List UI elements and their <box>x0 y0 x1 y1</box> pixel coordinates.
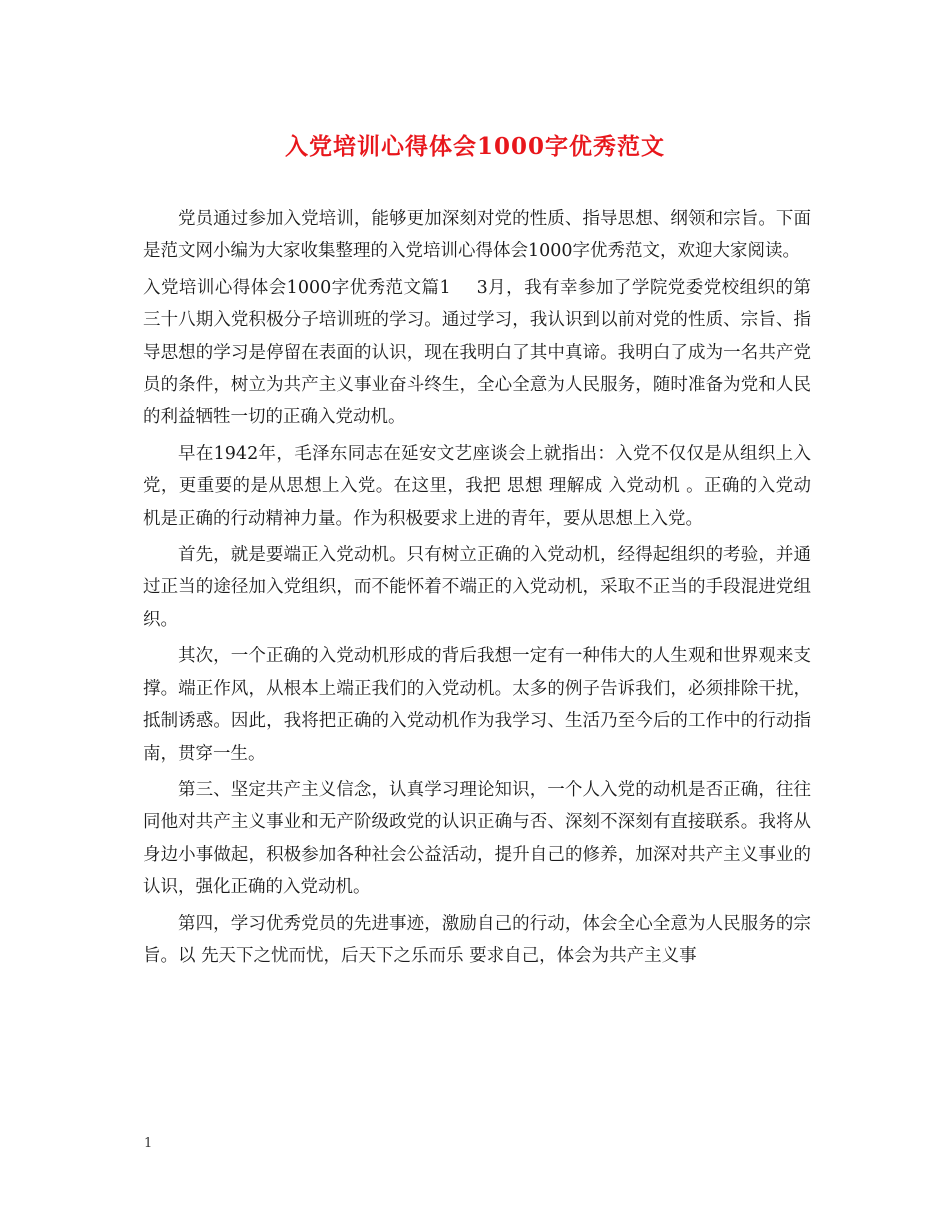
body-paragraph: 第三、坚定共产主义信念，认真学习理论知识，一个人入党的动机是否正确，往往同他对共产主义事业和无产阶级政党的认识正确与否、深刻不深刻有直接联系。我将从身边小事做起，积极参加各种社会公益活动，提升自己的修养，加深对共产主义事业的认识，强化正确的入党动机。 <box>143 779 811 898</box>
page-number: 1 <box>144 1136 153 1151</box>
body-paragraph: 早在1942年，毛泽东同志在延安文艺座谈会上就指出：入党不仅仅是从组织上入党，更重要的是从思想上入党。在这里，我把 思想 理解成 入党动机 。正确的入党动机是正确的行动精神力量。作为积极要求上进的青年，要从思想上入党。 <box>143 443 811 529</box>
section-first-paragraph: 3月，我有幸参加了学院党委党校组织的第三十八期入党积极分子培训班的学习。通过学习，我认识到以前对党的性质、宗旨、指导思想的学习是停留在表面的认识，现在我明白了其中真谛。我明白了成为一名共产党员的条件，树立为共产主义事业奋斗终生，全心全意为人民服务，随时准备为党和人民的利益牺牲一切的正确入党动机。 <box>143 277 811 428</box>
section-heading: 入党培训心得体会1000字优秀范文篇1 <box>143 277 451 298</box>
body-paragraph: 首先，就是要端正入党动机。只有树立正确的入党动机，经得起组织的考验，并通过正当的途径加入党组织，而不能怀着不端正的入党动机，采取不正当的手段混进党组织。 <box>143 545 811 630</box>
body-paragraph: 第四，学习优秀党员的先进事迹，激励自己的行动，体会全心全意为人民服务的宗旨。以 先天下之忧而忧，后天下之乐而乐 要求自己，体会为共产主义事 <box>143 913 811 966</box>
document-body <box>143 203 811 976</box>
body-paragraph: 其次，一个正确的入党动机形成的背后我想一定有一种伟大的人生观和世界观来支撑。端正作风，从根本上端正我们的入党动机。太多的例子告诉我们，必须排除干扰，抵制诱惑。因此，我将把正确的入党动机作为我学习、生活乃至今后的工作中的行动指南，贯穿一生。 <box>143 646 811 764</box>
intro-paragraph: 党员通过参加入党培训，能够更加深刻对党的性质、指导思想、纲领和宗旨。下面是范文网小编为大家收集整理的入党培训心得体会1000字优秀范文，欢迎大家阅读。 <box>143 209 811 262</box>
document-title: 入党培训心得体会1000字优秀范文 <box>284 133 665 160</box>
section-1-paragraph <box>143 272 811 434</box>
